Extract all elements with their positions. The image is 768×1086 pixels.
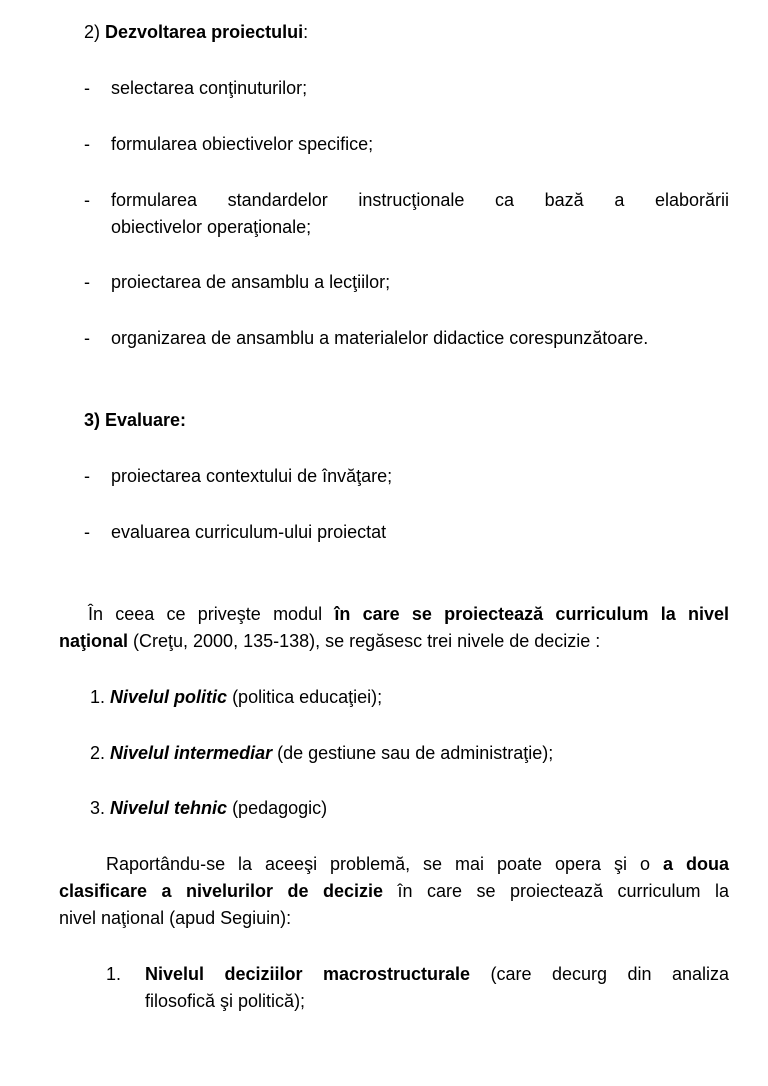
paragraph-text: (Creţu, 2000, 135-138), se regăsesc trei nivele de decizie : xyxy=(128,631,601,651)
item-number: 1. xyxy=(106,964,122,984)
list-item: proiectarea de ansamblu a lecţiilor; xyxy=(111,272,391,292)
item-detail: (care decurg din analiza xyxy=(470,964,729,984)
numbered-item xyxy=(145,963,729,985)
paragraph-line xyxy=(59,630,600,652)
item-number: 3. xyxy=(90,798,106,818)
list-bullet: - xyxy=(84,522,90,542)
numbered-item xyxy=(90,686,382,708)
list-bullet: - xyxy=(84,78,90,98)
list-item: formularea standardelor instrucţionale ca bază a elaborării xyxy=(111,190,729,210)
item-number: 2. xyxy=(90,743,106,763)
list-item: organizarea de ansamblu a materialelor didactice corespunzătoare. xyxy=(111,328,649,348)
item-number: 1. xyxy=(90,687,106,707)
paragraph-text: în care se proiectează curriculum la xyxy=(383,881,729,901)
numbered-item xyxy=(90,797,327,819)
paragraph-emphasis: clasificare a nivelurilor de decizie xyxy=(59,881,384,901)
list-item: evaluarea curriculum-ului proiectat xyxy=(111,522,387,542)
section-3-heading: 3) Evaluare: xyxy=(84,410,187,430)
list-bullet: - xyxy=(84,190,90,210)
item-detail: (pedagogic) xyxy=(227,798,328,818)
item-name: Nivelul intermediar xyxy=(110,743,273,763)
section-2-title: Dezvoltarea proiectului xyxy=(105,22,304,42)
paragraph-emphasis: în care se proiectează curriculum la nivel xyxy=(334,604,729,624)
list-bullet: - xyxy=(84,466,90,486)
list-item: selectarea conţinuturilor; xyxy=(111,78,308,98)
paragraph-text: Raportându-se la aceeşi problemă, se mai poate opera şi o xyxy=(106,854,664,874)
list-item: formularea obiectivelor specifice; xyxy=(111,134,374,154)
paragraph-line xyxy=(106,853,729,875)
paragraph-text: În ceea ce priveşte modul xyxy=(88,604,335,624)
list-bullet: - xyxy=(84,134,90,154)
list-bullet: - xyxy=(84,272,90,292)
item-name: Nivelul politic xyxy=(110,687,228,707)
list-item: proiectarea contextului de învăţare; xyxy=(111,466,393,486)
list-bullet: - xyxy=(84,328,90,348)
paragraph-emphasis: a doua xyxy=(663,854,729,874)
item-name: Nivelul tehnic xyxy=(110,798,228,818)
list-item-continuation: obiectivelor operaţionale; xyxy=(111,217,312,237)
section-2-number: 2) xyxy=(84,22,101,42)
paragraph-line xyxy=(59,880,729,902)
item-detail: (politica educaţiei); xyxy=(227,687,383,707)
numbered-item xyxy=(90,742,553,764)
section-2-heading xyxy=(84,21,308,43)
paragraph-line xyxy=(88,603,729,625)
item-continuation: filosofică şi politică); xyxy=(145,991,306,1011)
item-name: Nivelul deciziilor macrostructurale xyxy=(145,964,471,984)
item-detail: (de gestiune sau de administraţie); xyxy=(272,743,554,763)
paragraph-line: nivel naţional (apud Segiuin): xyxy=(59,908,292,928)
section-2-colon: : xyxy=(303,22,309,42)
paragraph-emphasis: naţional xyxy=(59,631,129,651)
